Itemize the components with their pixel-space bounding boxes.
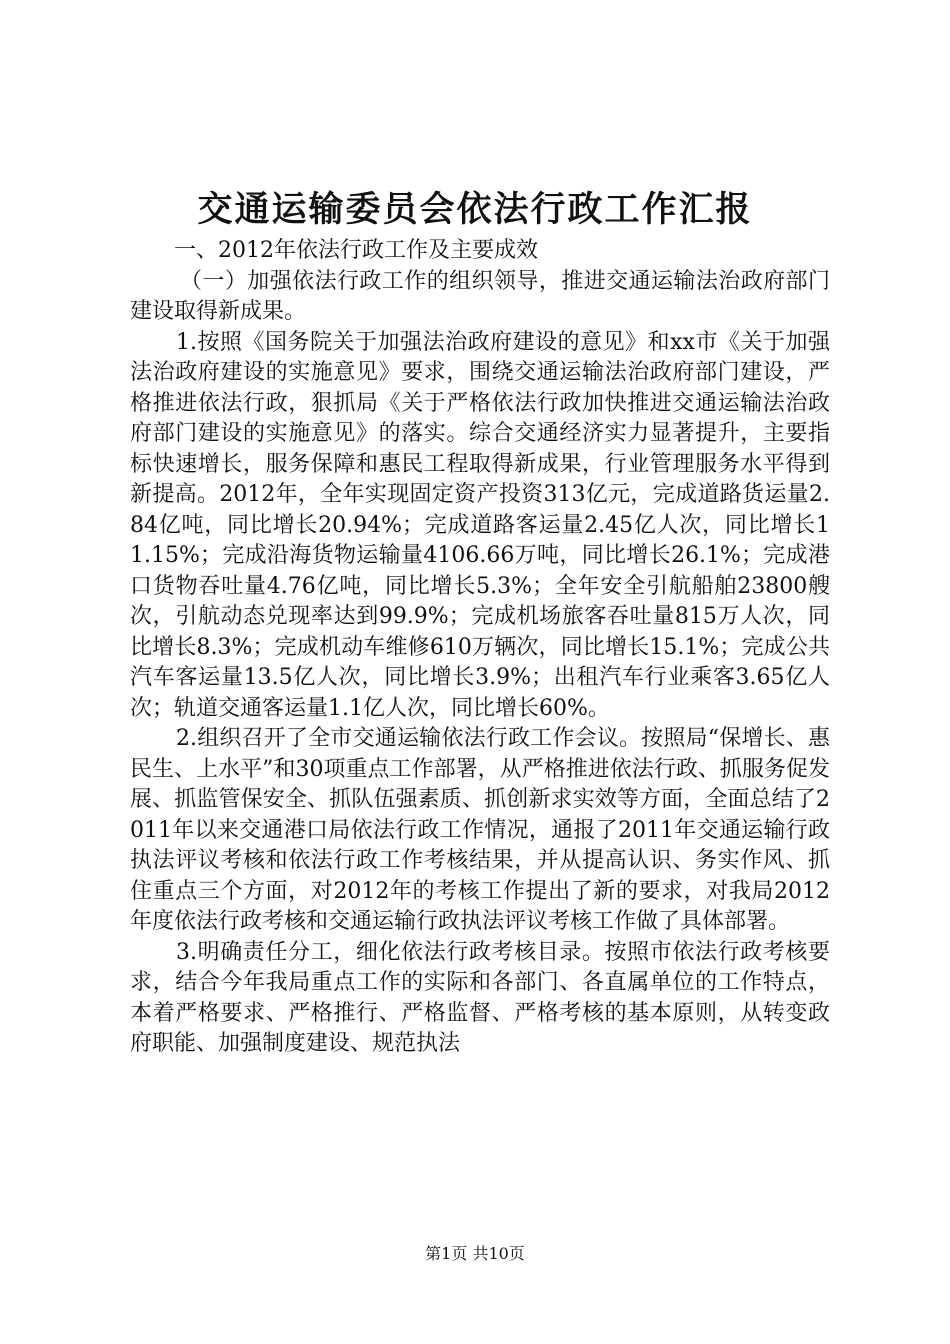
section-heading: 一、2012年依法行政工作及主要成效 xyxy=(174,238,538,263)
document-body xyxy=(130,236,830,1060)
document-title: 交通运输委员会依法行政工作汇报 xyxy=(197,189,753,230)
paragraph-1: 1.按照《国务院关于加强法治政府建设的意见》和xx市《关于加强法治政府建设的实施意见》要求，围绕交通运输法治政府部门建设，严格推进依法行政，狠抓局《关于严格依法行政加快推进交通运输法治政府部门建设的实施意见》的落实。综合交通经济实力显著提升，主要指标快速增长，服务保障和惠民工程取得新成果，行业管理服务水平得到新提高。2012年，全年实现固定资产投资313亿元，完成道路货运量2.84亿吨，同比增长20.94%；完成道路客运量2.45亿人次，同比增长11.15%；完成沿海货物运输量4106.66万吨，同比增长26.1%；完成港口货物吞吐量4.76亿吨，同比增长5.3%；全年安全引航船舶23800艘次，引航动态兑现率达到99.9%；完成机场旅客吞吐量815万人次，同比增长8.3%；完成机动车维修610万辆次，同比增长15.1%；完成公共汽车客运量13.5亿人次，同比增长3.9%；出租汽车行业乘客3.65亿人次；轨道交通客运量1.1亿人次，同比增长60%。 xyxy=(130,329,830,721)
page-number: 第1页 共10页 xyxy=(425,1244,525,1263)
paragraph-3: 3.明确责任分工，细化依法行政考核目录。按照市依法行政考核要求，结合今年我局重点工作的实际和各部门、各直属单位的工作特点，本着严格要求、严格推行、严格监督、严格考核的基本原则，从转变政府职能、加强制度建设、规范执法 xyxy=(130,939,830,1056)
subsection-heading: （一）加强依法行政工作的组织领导，推进交通运输法治政府部门建设取得新成果。 xyxy=(130,268,830,324)
paragraph-2: 2.组织召开了全市交通运输依法行政工作会议。按照局“保增长、惠民生、上水平”和30项重点工作部署，从严格推进依法行政、抓服务促发展、抓监管保安全、抓队伍强素质、抓创新求实效等方面，全面总结了2011年以来交通港口局依法行政工作情况，通报了2011年交通运输行政执法评议考核和依法行政工作考核结果，并从提高认识、务实作风、抓住重点三个方面，对2012年的考核工作提出了新的要求，对我局2012年度依法行政考核和交通运输行政执法评议考核工作做了具体部署。 xyxy=(130,726,830,934)
